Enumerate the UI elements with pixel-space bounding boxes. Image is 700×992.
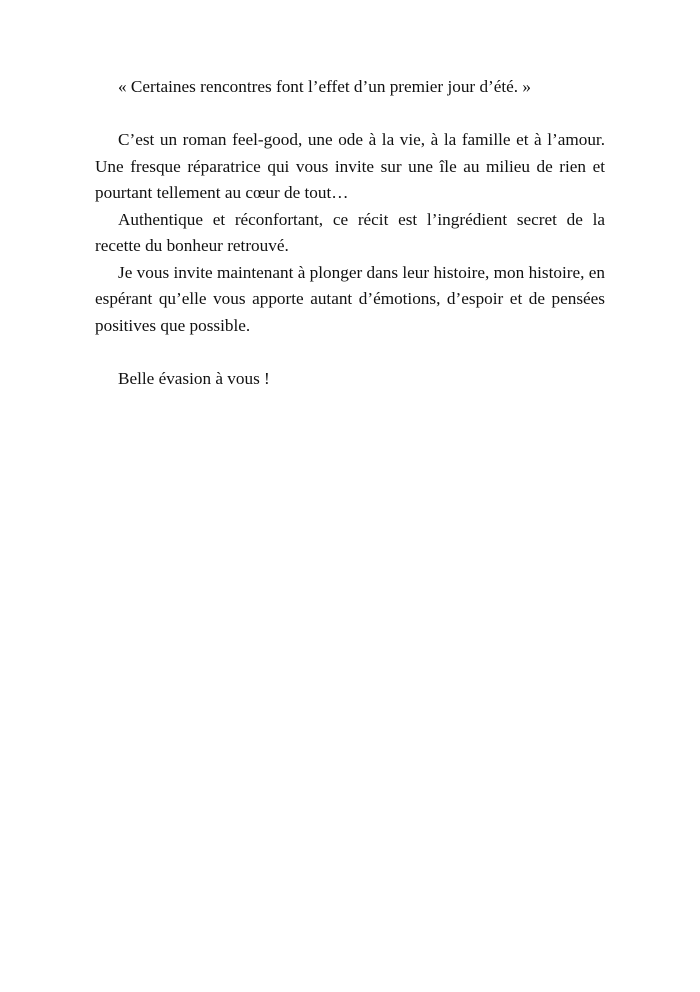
blank-line [95,101,605,128]
closing-line: Belle évasion à vous ! [118,368,270,388]
paragraph-invitation: Je vous invite maintenant à plonger dans leur histoire, mon histoire, en espérant qu’elle vous apporte autant d’émotions, d’espoir et de pensées positives que possible. [95,262,605,335]
paragraph-authentic: Authentique et réconfortant, ce récit est l’ingrédient secret de la recette du bonheur retrouvé. [95,209,605,255]
epigraph-quote: « Certaines rencontres font l’effet d’un premier jour d’été. » [118,77,531,96]
body-text [95,74,605,392]
blank-line [95,339,605,366]
paragraph-intro: C’est un roman feel-good, une ode à la vie, à la famille et à l’amour. Une fresque réparatrice qui vous invite sur une île au milieu de rien et pourtant tellement au cœur de tout… [95,130,605,202]
